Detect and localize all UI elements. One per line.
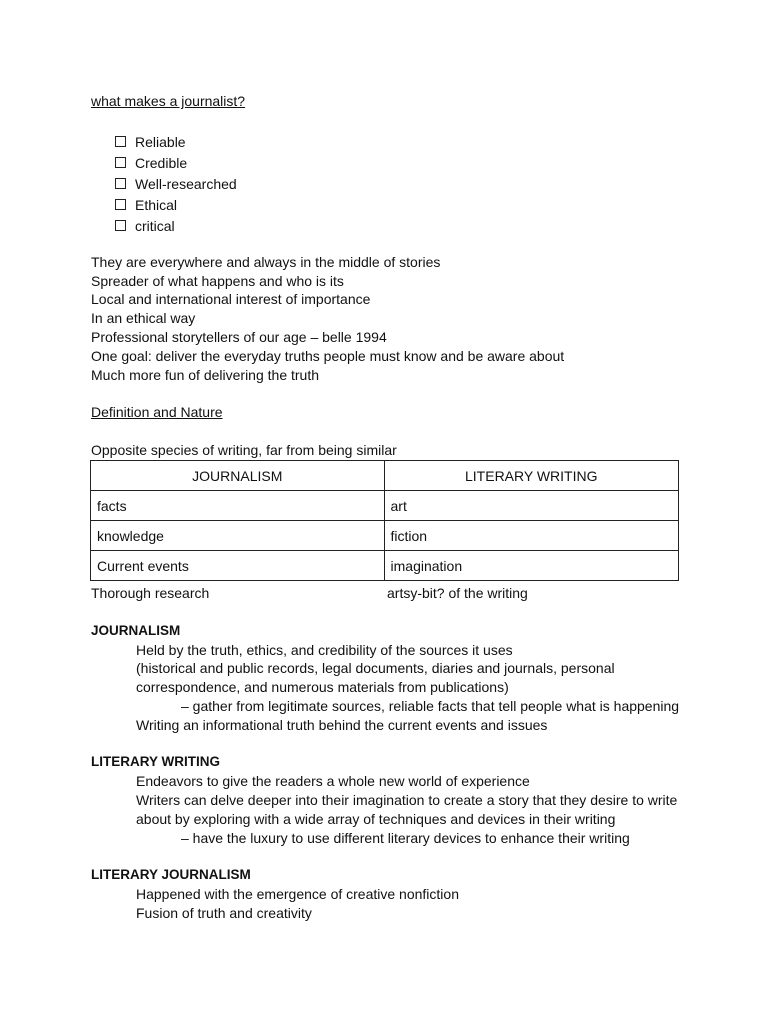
section-subline: – gather from legitimate sources, reliable facts that tell people what is happening <box>181 698 680 714</box>
section-line: Writers can delve deeper into their imagination to create a story that they desire to write <box>136 792 678 808</box>
table-intro: Opposite species of writing, far from being similar <box>91 442 397 458</box>
table-header: JOURNALISM <box>91 461 385 491</box>
table-cell: fiction <box>384 521 678 551</box>
table-cell: knowledge <box>91 521 385 551</box>
checklist-item-label: Ethical <box>135 196 178 213</box>
checkbox[interactable] <box>115 178 126 189</box>
qualities-checklist <box>115 131 237 236</box>
section-subline: – have the luxury to use different literary devices to enhance their writing <box>181 830 630 846</box>
section-line: Fusion of truth and creativity <box>136 905 312 921</box>
description-line: In an ethical way <box>91 310 196 326</box>
table-cell: facts <box>91 491 385 521</box>
table-footer-right: artsy-bit? of the writing <box>387 585 528 601</box>
checkbox[interactable] <box>115 136 126 147</box>
table-cell: imagination <box>384 551 678 581</box>
section-line: correspondence, and numerous materials from publications) <box>136 679 509 695</box>
section-line: Endeavors to give the readers a whole new world of experience <box>136 773 530 789</box>
checklist-item[interactable] <box>115 215 237 236</box>
section-title-literary-writing: LITERARY WRITING <box>91 754 220 769</box>
checklist-item-label: Well-researched <box>135 175 237 192</box>
section-heading: Definition and Nature <box>91 404 223 420</box>
table-row <box>91 491 679 521</box>
table-cell: art <box>384 491 678 521</box>
comparison-table <box>90 460 679 581</box>
checklist-item[interactable] <box>115 194 237 215</box>
checkbox[interactable] <box>115 157 126 168</box>
section-title-literary-journalism: LITERARY JOURNALISM <box>91 867 251 882</box>
section-line: Writing an informational truth behind the current events and issues <box>136 717 548 733</box>
table-header: LITERARY WRITING <box>384 461 678 491</box>
description-line: Professional storytellers of our age – belle 1994 <box>91 329 387 345</box>
section-title-journalism: JOURNALISM <box>91 623 181 638</box>
table-footer-left: Thorough research <box>91 585 210 601</box>
checklist-item-label: Reliable <box>135 133 186 150</box>
section-line: (historical and public records, legal documents, diaries and journals, personal <box>136 660 615 676</box>
section-line: Held by the truth, ethics, and credibility of the sources it uses <box>136 642 513 658</box>
checklist-item[interactable] <box>115 152 237 173</box>
table-cell: Current events <box>91 551 385 581</box>
description-line: Spreader of what happens and who is its <box>91 273 344 289</box>
checkbox[interactable] <box>115 220 126 231</box>
table-header-row <box>91 461 679 491</box>
table-row <box>91 521 679 551</box>
checkbox[interactable] <box>115 199 126 210</box>
checklist-item[interactable] <box>115 173 237 194</box>
page-heading: what makes a journalist? <box>91 93 246 109</box>
description-line: One goal: deliver the everyday truths people must know and be aware about <box>91 348 565 364</box>
table-row <box>91 551 679 581</box>
description-line: They are everywhere and always in the middle of stories <box>91 254 441 270</box>
checklist-item-label: critical <box>135 217 175 234</box>
checklist-item-label: Credible <box>135 154 188 171</box>
section-line: Happened with the emergence of creative nonfiction <box>136 886 459 902</box>
description-line: Local and international interest of importance <box>91 291 371 307</box>
checklist-item[interactable] <box>115 131 237 152</box>
section-line: about by exploring with a wide array of techniques and devices in their writing <box>136 811 616 827</box>
description-line: Much more fun of delivering the truth <box>91 367 320 383</box>
